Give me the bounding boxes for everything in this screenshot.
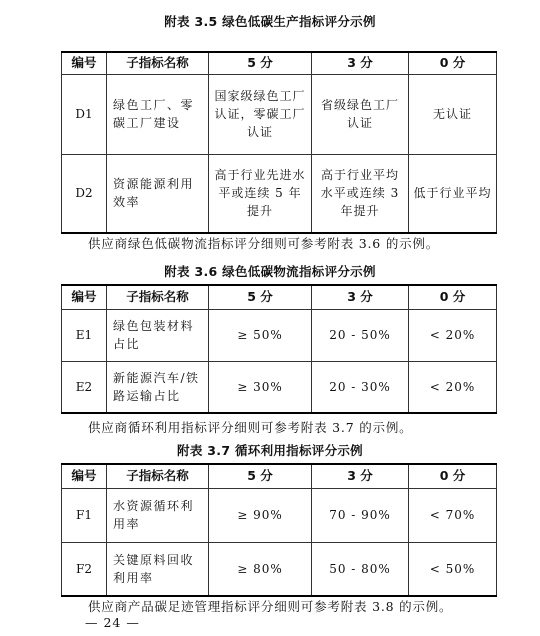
header-score-5: 5 分 bbox=[209, 464, 312, 488]
row-sub-indicator: 绿色工厂、零碳工厂建设 bbox=[107, 74, 209, 154]
row-sub-indicator: 资源能源利用效率 bbox=[107, 154, 209, 233]
row-score-0: 低于行业平均 bbox=[409, 154, 497, 233]
table-3-6-caption: 附表 3.6 绿色低碳物流指标评分示例 bbox=[164, 264, 376, 279]
row-code: D1 bbox=[62, 74, 107, 154]
row-score-0: < 20% bbox=[409, 361, 497, 413]
row-score-5: ≥ 50% bbox=[209, 309, 312, 361]
page-number: — 24 — bbox=[85, 615, 140, 630]
row-score-0: < 70% bbox=[409, 488, 497, 542]
table-3-5-caption: 附表 3.5 绿色低碳生产指标评分示例 bbox=[164, 14, 376, 29]
header-score-5: 5 分 bbox=[209, 285, 312, 309]
row-score-5: 国家级绿色工厂认证，零碳工厂认证 bbox=[209, 74, 312, 154]
header-score-3: 3 分 bbox=[312, 285, 409, 309]
row-sub-indicator: 关键原料回收利用率 bbox=[107, 542, 209, 596]
row-code: E2 bbox=[62, 361, 107, 413]
row-score-5: 高于行业先进水平或连续 5 年提升 bbox=[209, 154, 312, 233]
row-score-5: ≥ 30% bbox=[209, 361, 312, 413]
body-paragraph: 供应商产品碳足迹管理指标评分细则可参考附表 3.8 的示例。 bbox=[88, 599, 453, 614]
header-score-0: 0 分 bbox=[409, 52, 497, 74]
header-code: 编号 bbox=[62, 285, 107, 309]
table-3-7 bbox=[61, 463, 497, 597]
row-score-0: < 20% bbox=[409, 309, 497, 361]
table-row bbox=[62, 74, 497, 154]
header-code: 编号 bbox=[62, 52, 107, 74]
row-code: E1 bbox=[62, 309, 107, 361]
header-score-0: 0 分 bbox=[409, 464, 497, 488]
row-score-0: 无认证 bbox=[409, 74, 497, 154]
row-score-3: 20 - 50% bbox=[312, 309, 409, 361]
row-sub-indicator: 新能源汽车/铁路运输占比 bbox=[107, 361, 209, 413]
row-code: D2 bbox=[62, 154, 107, 233]
table-header-row bbox=[62, 464, 497, 488]
table-3-7-caption: 附表 3.7 循环利用指标评分示例 bbox=[177, 443, 363, 458]
row-score-3: 高于行业平均水平或连续 3 年提升 bbox=[312, 154, 409, 233]
row-sub-indicator: 水资源循环利用率 bbox=[107, 488, 209, 542]
row-score-0: < 50% bbox=[409, 542, 497, 596]
header-code: 编号 bbox=[62, 464, 107, 488]
body-paragraph: 供应商循环利用指标评分细则可参考附表 3.7 的示例。 bbox=[88, 420, 413, 435]
table-row bbox=[62, 154, 497, 233]
header-sub-indicator: 子指标名称 bbox=[107, 52, 209, 74]
table-row bbox=[62, 542, 497, 596]
body-paragraph: 供应商绿色低碳物流指标评分细则可参考附表 3.6 的示例。 bbox=[88, 236, 440, 251]
row-score-5: ≥ 80% bbox=[209, 542, 312, 596]
table-3-6 bbox=[61, 284, 497, 414]
table-3-5 bbox=[61, 51, 497, 234]
table-header-row bbox=[62, 52, 497, 74]
header-score-0: 0 分 bbox=[409, 285, 497, 309]
row-score-5: ≥ 90% bbox=[209, 488, 312, 542]
table-row bbox=[62, 309, 497, 361]
row-score-3: 50 - 80% bbox=[312, 542, 409, 596]
row-code: F2 bbox=[62, 542, 107, 596]
row-score-3: 70 - 90% bbox=[312, 488, 409, 542]
row-score-3: 省级绿色工厂认证 bbox=[312, 74, 409, 154]
row-score-3: 20 - 30% bbox=[312, 361, 409, 413]
header-sub-indicator: 子指标名称 bbox=[107, 464, 209, 488]
row-code: F1 bbox=[62, 488, 107, 542]
header-score-3: 3 分 bbox=[312, 52, 409, 74]
row-sub-indicator: 绿色包装材料占比 bbox=[107, 309, 209, 361]
header-sub-indicator: 子指标名称 bbox=[107, 285, 209, 309]
table-row bbox=[62, 361, 497, 413]
table-header-row bbox=[62, 285, 497, 309]
header-score-5: 5 分 bbox=[209, 52, 312, 74]
header-score-3: 3 分 bbox=[312, 464, 409, 488]
table-row bbox=[62, 488, 497, 542]
